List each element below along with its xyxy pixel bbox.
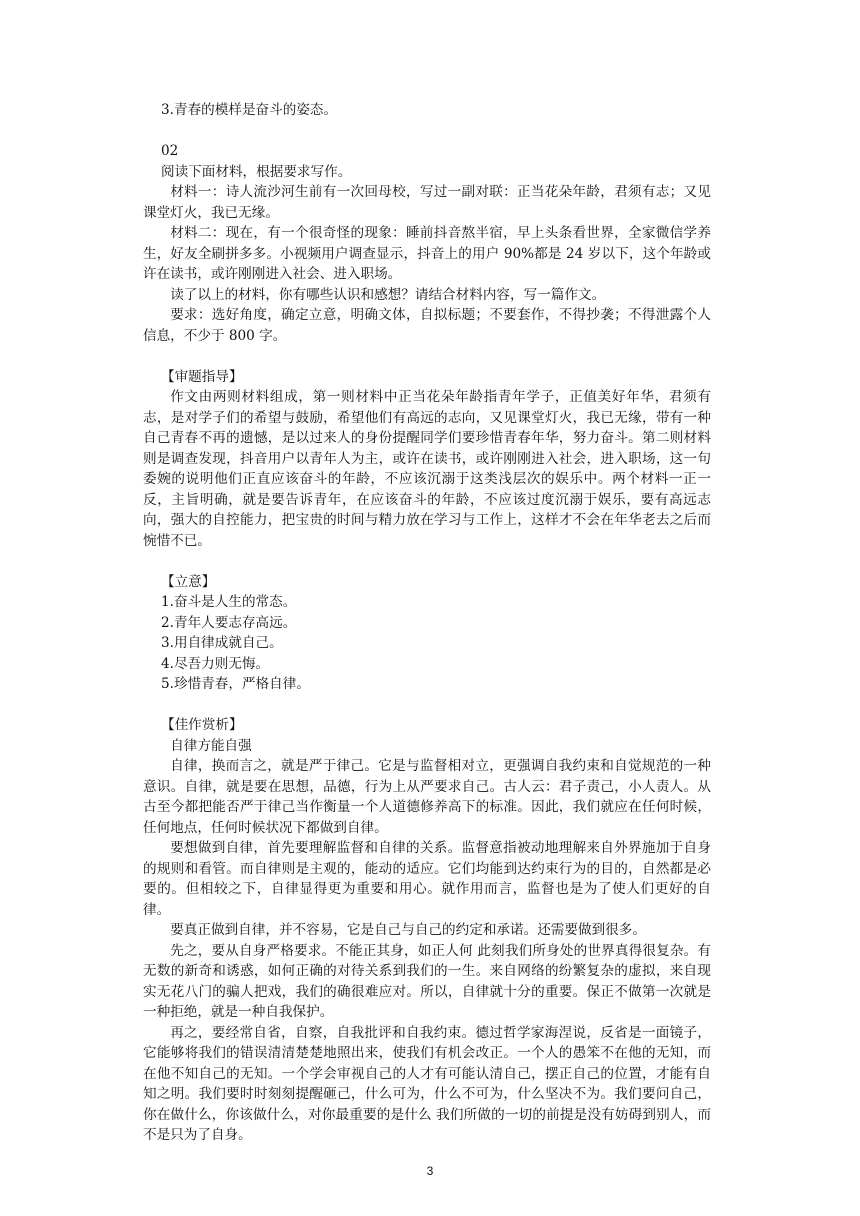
section-heading: 【立意】 (161, 573, 216, 590)
body-paragraph: 作文由两则材料组成，第一则材料中正当花朵年龄指青年学子，正值美好年华，君须有志，是对学子们的希望与鼓励，希望他们有高远的志向，又见课堂灯火，我已无缘，带有一种自己青春不再的遗憾，是以过来人的身份提醒同学们要珍惜青春年华，努力奋斗。第二则材料则是调查发现，抖音用户以青年人为主，或许在读书，或许刚刚进入社会，进入职场，这一句委婉的说明他们正直应该奋斗的年龄，不应该沉溺于这类浅层次的娱乐中。两个材料一正一反，主旨明确，就是要告诉青年，在应该奋斗的年龄，不应该过度沉溺于娱乐，要有高远志向，强大的自控能力，把宝贵的时间与精力放在学习与工作上，这样才不会在年华老去之后而惋惜不已。 (143, 389, 711, 549)
body-paragraph: 再之，要经常自省，自察，自我批评和自我约束。德过哲学家海涅说，反省是一面镜子，它能够将我们的错误清清楚楚地照出来，使我们有机会改正。一个人的愚笨不在他的无知，而在他不知自己的无知。一个学会审视自己的人才有可能认清自己，摆正自己的位置，才能有自知之明。我们要时时刻刻提醒砸己，什么可为，什么不可为，什么坚决不为。我们要问自己，你在做什么，你该做什么，对你最重要的是什么 我们所做的一切的前提是没有妨碍到别人，而不是只为了自身。 (143, 1024, 711, 1143)
body-paragraph: 先之，要从自身严格要求。不能正其身，如正人何 此刻我们所身处的世界真得很复杂。有无数的新奇和诱惑，如何正确的对待关系到我们的一生。来自网络的纷繁复杂的虚拟，来自现实无花八门的骗人把戏，我们的确很难应对。所以，自律就十分的重要。保正不做第一次就是一种拒绝，就是一种自我保护。 (143, 942, 711, 1020)
list-item: 4.尽吾力则无悔。 (161, 655, 270, 672)
instruction-line: 阅读下面材料，根据要求写作。 (161, 163, 352, 180)
blank-line (143, 346, 711, 367)
body-paragraph: 自律方能自强 (170, 737, 252, 754)
body-paragraph: 要真正做到自律，并不容易，它是自己与自己的约定和承诺。还需要做到很多。 (170, 922, 646, 938)
list-item: 5.珍惜青春，严格自律。 (161, 676, 310, 692)
blank-line (143, 551, 711, 572)
blank-line (143, 121, 711, 142)
text-blocks (143, 100, 711, 1146)
body-paragraph: 材料一：诗人流沙河生前有一次回母校，写过一副对联：正当花朵年龄，君须有志；又见课堂灯火，我已无缘。 (143, 184, 711, 221)
list-item: 2.青年人要志存高远。 (161, 614, 297, 631)
list-item: 02 (161, 143, 179, 159)
body-paragraph: 要想做到自律，首先要理解监督和自律的关系。监督意指被动地理解来自外界施加于自身的规则和看管。而自律则是主观的，能动的适应。它们均能到达约束行为的目的，自然都是必要的。但相较之下，自律显得更为重要和用心。就作用而言，监督也是为了使人们更好的自律。 (143, 840, 711, 918)
body-paragraph: 自律，换而言之，就是严于律己。它是与监督相对立，更强调自我约束和自觉规范的一种意识。自律，就是要在思想，品德，行为上从严要求自己。古人云：君子责己，小人责人。从古至今都把能否严于律己当作衡量一个人道德修养高下的标准。因此，我们就应在任何时候，任何地点，任何时候状况下都做到自律。 (143, 758, 711, 836)
section-heading: 【佳作赏析】 (161, 717, 243, 733)
body-paragraph: 要求：选好角度，确定立意，明确文体，自拟标题；不要套作，不得抄袭；不得泄露个人信息，不少于 800 字。 (143, 307, 711, 344)
list-item: 3.用自律成就自己。 (161, 635, 283, 651)
blank-line (143, 695, 711, 716)
page-number: 3 (426, 1164, 434, 1178)
list-item: 1.奋斗是人生的常态。 (161, 594, 297, 610)
list-item: 3.青春的模样是奋斗的姿态。 (161, 102, 338, 118)
body-paragraph: 读了以上的材料，你有哪些认识和感想？请结合材料内容，写一篇作文。 (170, 286, 606, 303)
section-heading: 【审题指导】 (161, 368, 243, 385)
page-content (143, 100, 711, 1146)
body-paragraph: 材料二：现在，有一个很奇怪的现象：睡前抖音熬半宿，早上头条看世界，全家微信学养生，好友全刷拼多多。小视频用户调查显示，抖音上的用户 90%都是 24 岁以下，这个年龄或许在读书，或许刚刚进入社会、进入职场。 (143, 225, 711, 282)
